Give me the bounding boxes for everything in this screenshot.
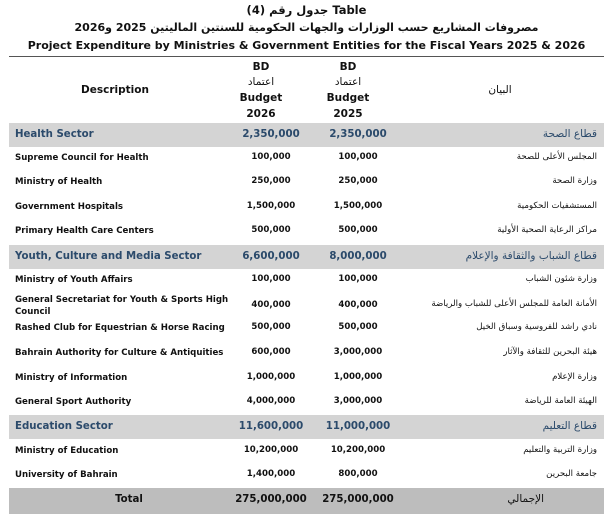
value-2026: 500,000 <box>251 322 291 332</box>
row-arabic: هيئة البحرين للثقافة والآثار <box>503 347 597 357</box>
row-description: Ministry of Youth Affairs <box>15 275 133 285</box>
header-top-rule <box>9 56 604 57</box>
total-2026: 275,000,000 <box>235 494 307 505</box>
section-row <box>9 245 604 269</box>
total-arabic: الإجمالي <box>507 493 544 505</box>
value-2025: 500,000 <box>338 225 378 235</box>
value-2025: 100,000 <box>338 152 378 162</box>
value-2026: 400,000 <box>251 300 291 310</box>
value-2025: 3,000,000 <box>333 347 383 357</box>
total-label: Total <box>115 494 143 505</box>
value-2026: 100,000 <box>251 274 291 284</box>
row-arabic: قطاع الصحة <box>542 128 597 140</box>
row-arabic: المجلس الأعلى للصحة <box>516 152 597 162</box>
column-2025-budget: Budget <box>326 92 370 104</box>
row-description: Health Sector <box>15 129 94 140</box>
row-description: Government Hospitals <box>15 202 124 212</box>
column-2026-currency: BD <box>252 61 270 73</box>
total-2025: 275,000,000 <box>322 494 394 505</box>
table-number: جدول رقم (4) Table <box>246 3 367 17</box>
row-arabic: قطاع الشباب والثقافة والإعلام <box>465 250 597 262</box>
value-2026: 1,000,000 <box>246 372 296 382</box>
row-arabic: وزارة التربية والتعليم <box>523 445 597 455</box>
row-description: Youth, Culture and Media Sector <box>15 251 202 262</box>
value-2026: 1,400,000 <box>246 469 296 479</box>
row-description: Ministry of Information <box>15 373 128 383</box>
row-description: Primary Health Care Centers <box>15 226 154 236</box>
row-arabic: جامعة البحرين <box>546 469 597 479</box>
column-2026-budget: Budget <box>239 92 283 104</box>
value-2026: 10,200,000 <box>243 445 299 455</box>
value-2025: 100,000 <box>338 274 378 284</box>
row-description: General Secretariat for Youth & Sports High <box>15 295 229 305</box>
title-arabic: مصروفات المشاريع حسب الوزارات والجهات الحكومية للسنتين الماليتين 2025 و2026 <box>74 21 539 34</box>
value-2026: 11,600,000 <box>238 421 304 432</box>
value-2025: 1,000,000 <box>333 372 383 382</box>
row-description: Bahrain Authority for Culture & Antiquities <box>15 348 224 358</box>
value-2026: 2,350,000 <box>242 129 300 140</box>
value-2025: 800,000 <box>338 469 378 479</box>
row-arabic: مراكز الرعاية الصحية الأولية <box>497 225 597 235</box>
row-arabic: المستشفيات الحكومية <box>517 201 597 211</box>
column-header-description: Description <box>81 84 149 96</box>
title-english: Project Expenditure by Ministries & Government Entities for the Fiscal Years 2025 & 2026 <box>27 39 586 52</box>
row-arabic: وزارة شئون الشباب <box>525 274 597 284</box>
row-description: Ministry of Health <box>15 177 103 187</box>
value-2025: 1,500,000 <box>333 201 383 211</box>
value-2026: 250,000 <box>251 176 291 186</box>
row-description: Supreme Council for Health <box>15 153 149 163</box>
column-header-arabic: البيان <box>488 84 512 96</box>
column-2025-arabic: اعتماد <box>334 76 362 88</box>
row-description: University of Bahrain <box>15 470 118 480</box>
value-2025: 3,000,000 <box>333 396 383 406</box>
value-2026: 600,000 <box>251 347 291 357</box>
section-row <box>9 415 604 439</box>
column-2025-currency: BD <box>339 61 357 73</box>
value-2025: 10,200,000 <box>330 445 386 455</box>
row-arabic: وزارة الصحة <box>552 176 597 186</box>
row-description: General Sport Authority <box>15 397 132 407</box>
row-arabic: وزارة الإعلام <box>552 372 597 382</box>
section-row <box>9 123 604 147</box>
column-2026-year: 2026 <box>246 108 276 120</box>
value-2025: 500,000 <box>338 322 378 332</box>
value-2025: 8,000,000 <box>329 251 387 262</box>
row-description: Education Sector <box>15 421 113 432</box>
value-2025: 250,000 <box>338 176 378 186</box>
column-2026-arabic: اعتماد <box>247 76 275 88</box>
column-2025-year: 2025 <box>333 108 363 120</box>
row-description: Ministry of Education <box>15 446 119 456</box>
value-2026: 6,600,000 <box>242 251 300 262</box>
value-2025: 2,350,000 <box>329 129 387 140</box>
value-2026: 100,000 <box>251 152 291 162</box>
row-arabic: الهيئة العامة للرياضة <box>524 396 597 406</box>
value-2025: 400,000 <box>338 300 378 310</box>
value-2025: 11,000,000 <box>325 421 391 432</box>
row-arabic: نادي راشد للفروسية وسباق الخيل <box>476 322 597 332</box>
row-arabic: قطاع التعليم <box>542 420 597 432</box>
value-2026: 4,000,000 <box>246 396 296 406</box>
value-2026: 500,000 <box>251 225 291 235</box>
row-arabic: الأمانة العامة للمجلس الأعلى للشباب والرياضة <box>431 299 597 309</box>
total-row <box>9 488 604 514</box>
row-description-continued: Council <box>15 307 51 317</box>
value-2026: 1,500,000 <box>246 201 296 211</box>
row-description: Rashed Club for Equestrian & Horse Racing <box>15 323 225 333</box>
